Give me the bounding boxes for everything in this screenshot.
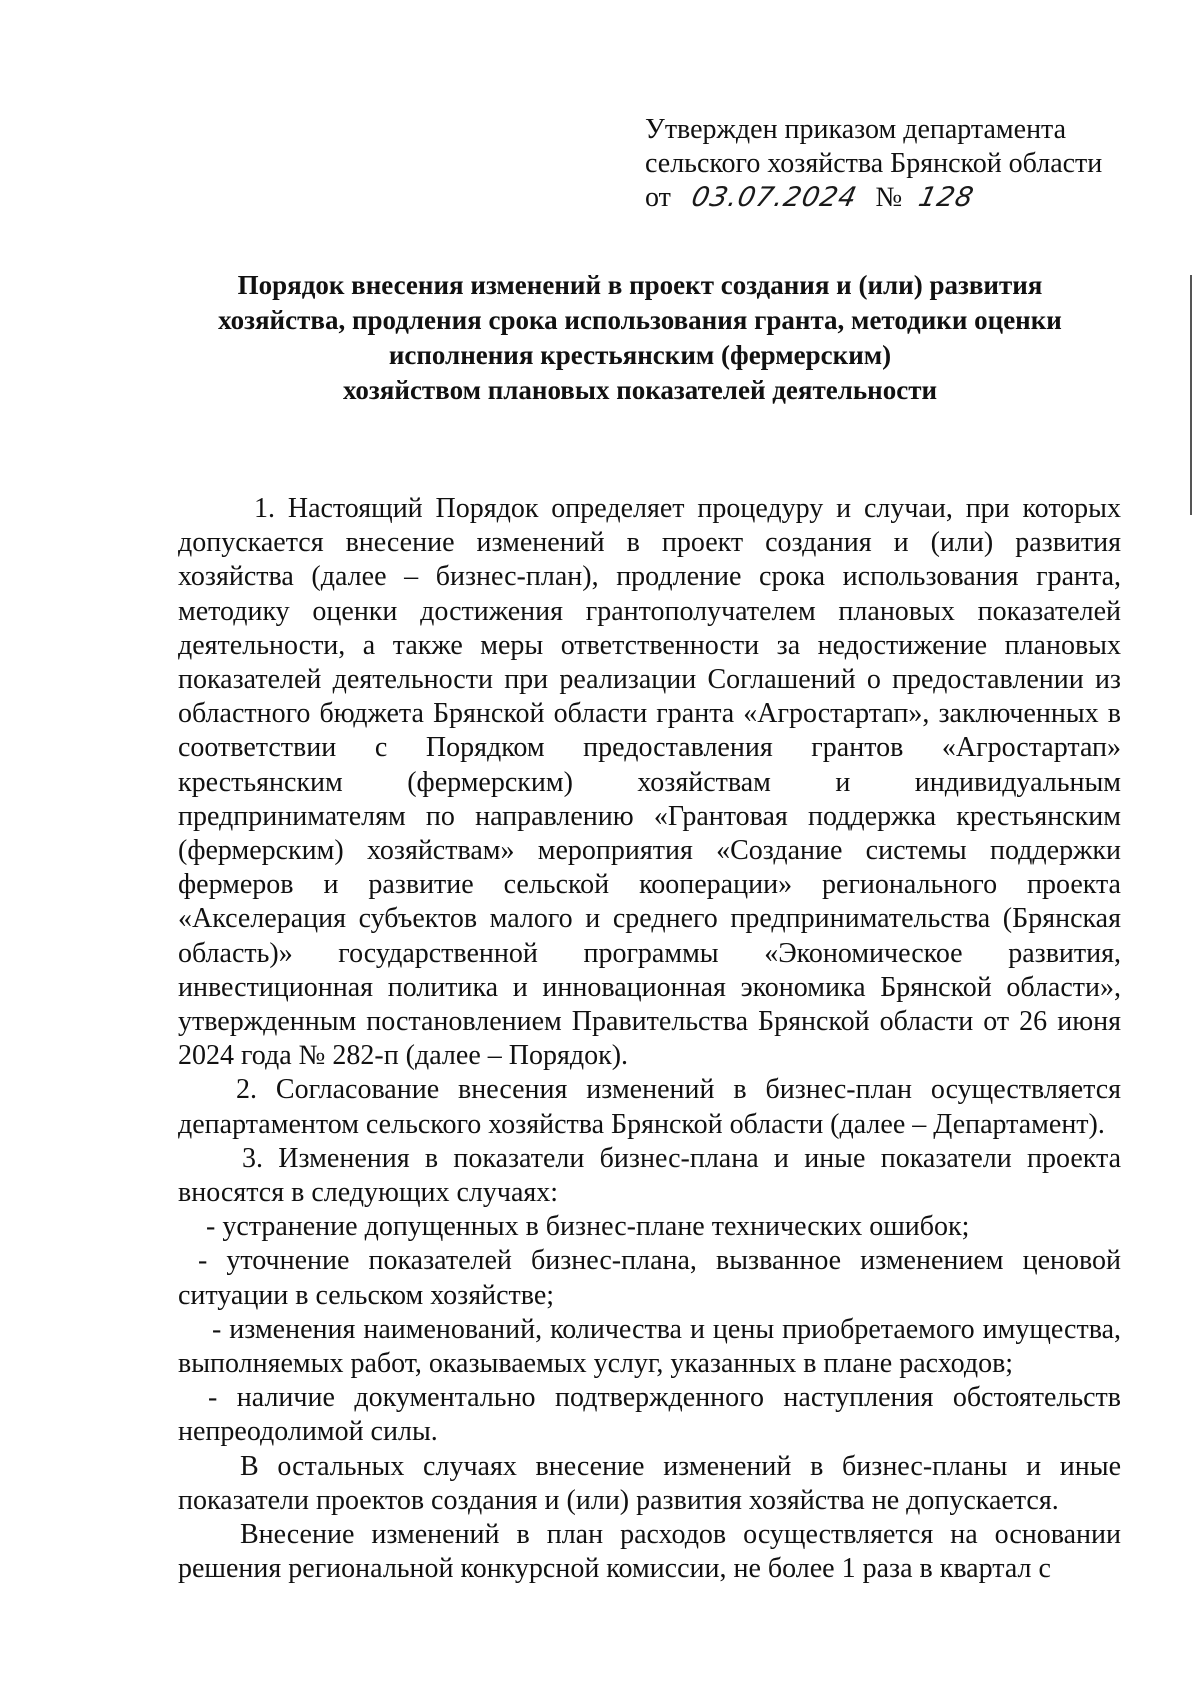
scan-edge-mark xyxy=(1190,275,1192,515)
paragraph-2: 2. Согласование внесения изменений в бизнес-план осуществляется департаментом сельского хозяйства Брянской области (далее – Департамент). xyxy=(178,1074,1121,1140)
list-item-2: - уточнение показателей бизнес-плана, вызванное изменением ценовой ситуации в сельском хозяйстве; xyxy=(178,1245,1121,1311)
paragraph-1: 1. Настоящий Порядок определяет процедуру и случаи, при которых допускается внесение изменений в проект создания и (или) развития хозяйства (далее – бизнес-план), продление срока использования гранта, методику оценки достижения грантополучателем плановых показателей деятельности, а также меры ответственности за недостижение плановых показателей деятельности при реализации Соглашений о предоставлении из областного бюджета Брянской области гранта «Агростартап», заключенных в соответствии с Порядком предоставления грантов «Агростартап» крестьянским (фермерским) хозяйствам и индивидуальным предпринимателям по направлению «Грантовая поддержка крестьянским (фермерским) хозяйствам» мероприятия «Создание системы поддержки фермеров и развитие сельской кооперации» регионального проекта «Акселерация субъектов малого и среднего предпринимательства (Брянская область)» государственной программы «Экономическое развития, инвестиционная политика и инновационная экономика Брянской области», утвержденным постановлением Правительства Брянской области от 26 июня 2024 года № 282-п (далее – Порядок). xyxy=(178,493,1121,1072)
paragraph-4: В остальных случаях внесение изменений в бизнес-планы и иные показатели проектов создания и (или) развития хозяйства не допускается. xyxy=(178,1450,1121,1516)
approval-line-3 xyxy=(645,181,1165,215)
handwritten-number: 128 xyxy=(915,182,978,213)
list-item-3: - изменения наименований, количества и цены приобретаемого имущества, выполняемых работ, оказываемых услуг, указанных в плане расходов; xyxy=(178,1313,1121,1380)
approval-line-1: Утвержден приказом департамента xyxy=(645,114,1067,145)
handwritten-date: 03.07.2024 xyxy=(688,182,860,213)
document-body xyxy=(178,492,1121,1587)
title-line-4: хозяйством плановых показателей деятельности xyxy=(342,375,938,405)
approval-number-label: № xyxy=(875,182,903,213)
approval-line-2: сельского хозяйства Брянской области xyxy=(645,148,1103,179)
document-title xyxy=(160,268,1120,408)
title-line-1: Порядок внесения изменений в проект создания и (или) развития xyxy=(237,270,1043,300)
list-item-1: - устранение допущенных в бизнес-плане технических ошибок; xyxy=(206,1211,970,1243)
list-item-4: - наличие документально подтвержденного наступления обстоятельств непреодолимой силы. xyxy=(178,1382,1121,1448)
title-line-3: исполнения крестьянским (фермерским) xyxy=(388,340,892,370)
paragraph-3: 3. Изменения в показатели бизнес-плана и иные показатели проекта вносятся в следующих случаях: xyxy=(178,1142,1121,1209)
approval-from-label: от xyxy=(645,182,671,213)
title-line-2: хозяйства, продления срока использования гранта, методики оценки xyxy=(218,305,1062,335)
paragraph-5: Внесение изменений в план расходов осуществляется на основании решения региональной конкурсной комиссии, не более 1 раза в квартал с xyxy=(178,1519,1121,1585)
approval-stamp-block xyxy=(645,113,1165,215)
